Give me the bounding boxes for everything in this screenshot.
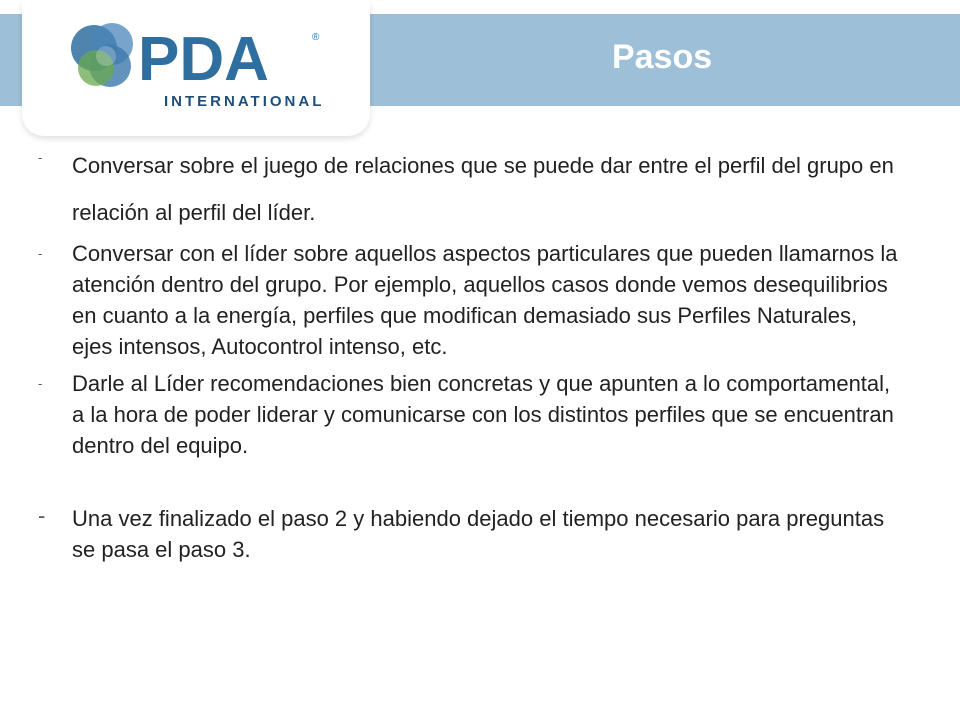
list-item-text: Conversar con el líder sobre aquellos aspectos particulares que pueden llamarnos la atención dentro del grupo. Por ejemplo, aquellos casos donde vemos desequilibrios en cuanto a la energía, perfiles que modifican demasiado sus Perfiles Naturales, ejes intensos, Autocontrol intenso, etc. [72, 241, 898, 359]
dash-bullet: - [38, 503, 46, 528]
list-item [38, 368, 898, 461]
logo-wordmark: PDA [138, 25, 269, 94]
list-item-text: Una vez finalizado el paso 2 y habiendo dejado el tiempo necesario para preguntas se pasa el paso 3. [72, 506, 885, 562]
list-item-text: Conversar sobre el juego de relaciones que se puede dar entre el perfil del grupo en relación al perfil del líder. [72, 153, 894, 225]
pda-logo-circles-icon [71, 23, 133, 87]
list-item-text: Darle al Líder recomendaciones bien concretas y que apunten a lo comportamental, a la hora de poder liderar y comunicarse con los distintos perfiles que se encuentran dentro del equipo. [72, 371, 894, 458]
bullet-list [38, 150, 898, 565]
logo-panel [22, 0, 370, 136]
pda-logo [66, 18, 336, 118]
list-item [38, 238, 898, 362]
list-item [38, 503, 898, 565]
dash-bullet: - [38, 376, 43, 391]
logo-subtitle: INTERNATIONAL [164, 93, 325, 110]
list-item [38, 142, 898, 236]
title-bar-left [0, 14, 22, 106]
dash-bullet: - [38, 246, 43, 261]
slide-title: Pasos [612, 38, 713, 76]
logo-registered-mark: ® [312, 32, 320, 43]
dash-bullet: - [38, 150, 43, 165]
